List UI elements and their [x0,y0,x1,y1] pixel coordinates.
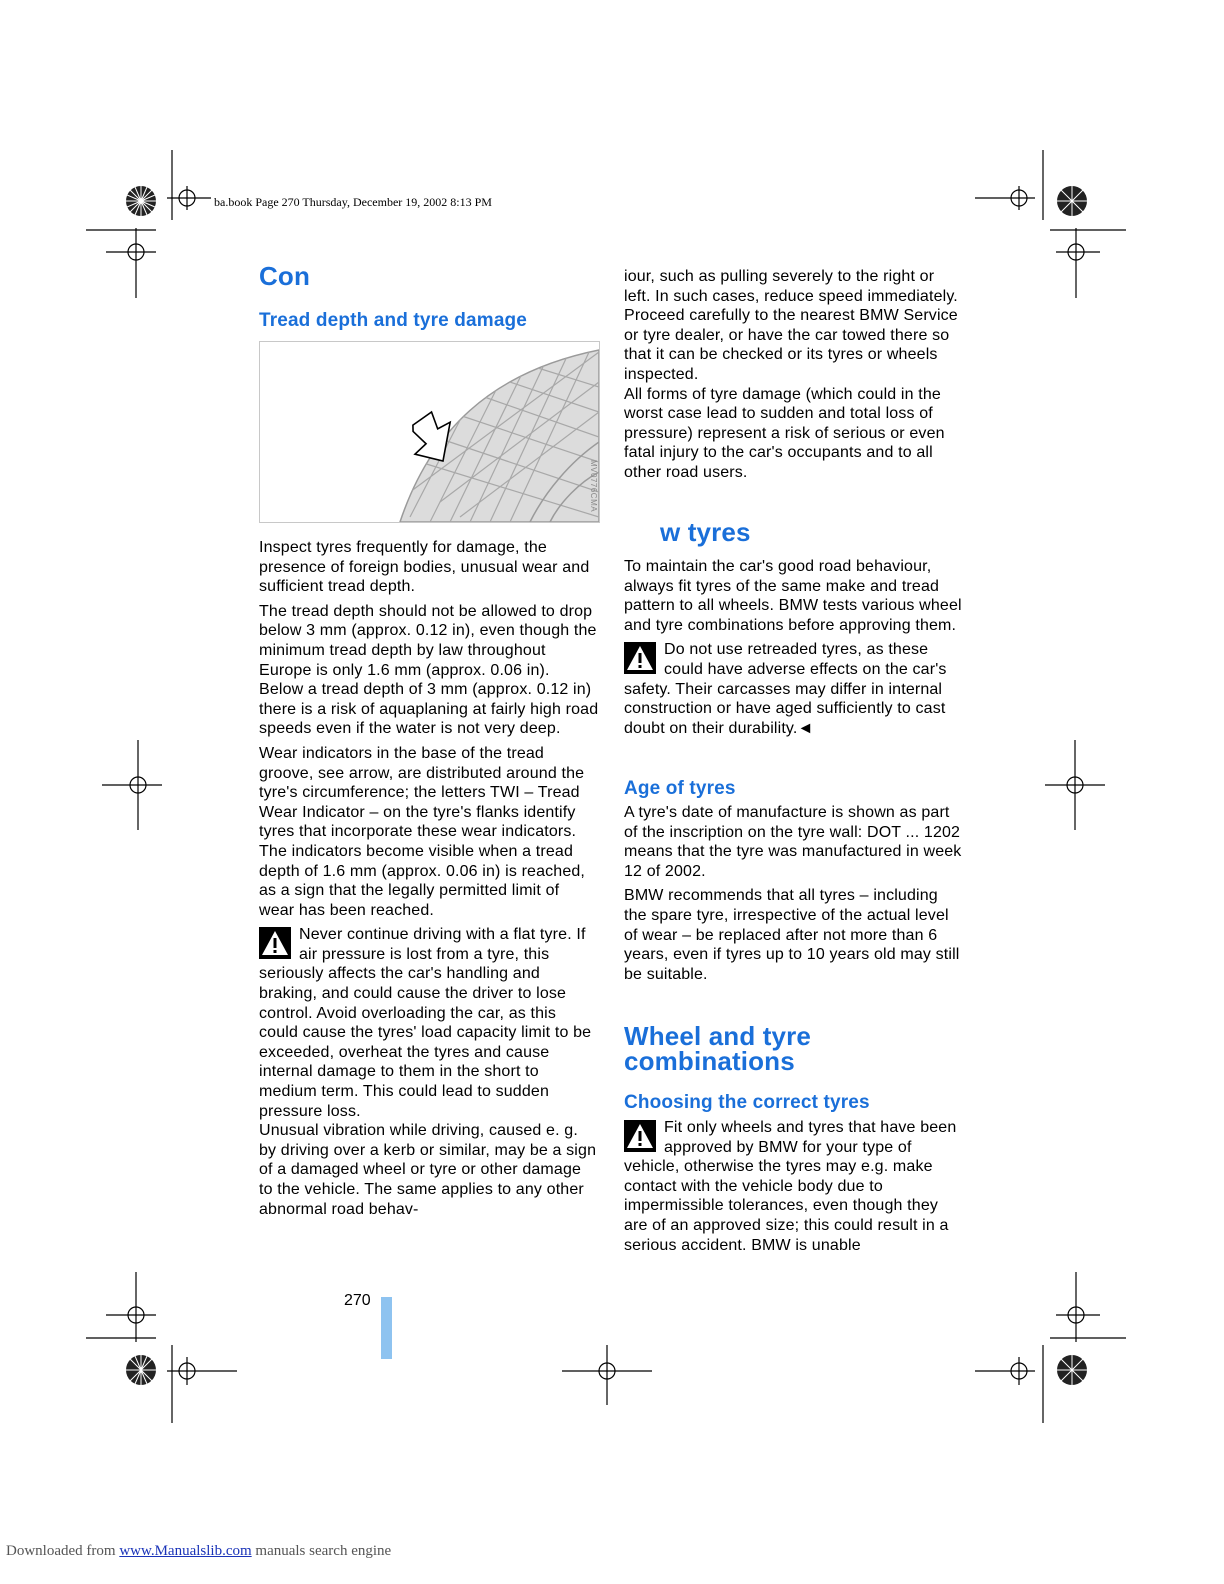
age-heading-wrap [624,778,964,800]
warning-icon [624,642,656,674]
registration-mark-bottom-left [124,1353,158,1387]
thumb-index-tab [381,1297,392,1359]
crosshair-mark [1050,1272,1126,1342]
print-header-stamp: ba.book Page 270 Thursday, December 19, 2002 8:13 PM [214,195,492,209]
footer-prefix: Downloaded from [6,1543,120,1559]
paragraph: The tread depth should not be allowed to drop below 3 mm (approx. 0.12 in), even though the minimum tread depth by law throughout Europe is only 1.6 mm (approx. 0.06 in). [259,602,597,679]
paragraph: To maintain the car's good road behaviour, always fit tyres of the same make and tread pattern to all wheels. BMW tests various wheel and tyre combinations before approving them. [624,558,962,634]
section-title: Con [259,261,310,291]
paragraph: iour, such as pulling severely to the right or left. In such cases, reduce speed immediately. Proceed carefully to the nearest BMW Service or tyre dealer, or have the car towed there so that it can be checked or its tyres or wheels inspected. [624,268,958,383]
manualslib-link[interactable]: www.Manualslib.com [119,1543,252,1559]
crosshair-mark [1045,740,1105,830]
wheel-heading-wrap [624,1021,954,1076]
warning-icon [259,927,291,959]
download-footer [6,1543,391,1560]
warning-icon [624,1120,656,1152]
right-body-age [624,803,964,984]
tyre-tread-figure [259,341,600,523]
warning-block [624,640,964,738]
crosshair-mark [562,1345,652,1405]
crosshair-mark [975,150,1045,220]
section-wheel-tyre-combinations: Wheel and tyre combinations [624,1021,812,1076]
right-body-top [624,267,964,483]
subheading-tread-depth: Tread depth and tyre damage [259,310,528,331]
paragraph: Inspect tyres frequently for damage, the presence of foreign bodies, unusual wear and sufficient tread depth. [259,539,590,596]
warning-text: Do not use retreaded tyres, as these could have adverse effects on the car's safety. Their carcasses may differ in internal construction or have aged sufficiently to cast doubt on their durability.◄ [624,641,947,737]
paragraph: A tyre's date of manufacture is shown as part of the inscription on the tyre wall: DOT ... 1202 means that the tyre was manufactured in week 12 of 2002. [624,804,962,880]
right-body-bottom [624,1118,964,1255]
warning-block [259,925,599,1121]
warning-text: Fit only wheels and tyres that have been approved by BMW for your type of vehicle, otherwise the tyres may e.g. make contact with the vehicle body due to impermissible tolerances, even though they are of an approved size; this could result in a serious accident. BMW is unable [624,1119,957,1254]
crosshair-mark [167,150,211,220]
crosshair-mark [86,228,156,298]
crosshair-mark [86,1272,156,1342]
paragraph: Unusual vibration while driving, caused e. g. by driving over a kerb or similar, may be a sign of a damaged wheel or tyre or other damage to the vehicle. The same applies to any other abnormal road behav- [259,1122,597,1218]
registration-mark-top-right [1055,184,1089,218]
registration-mark-top-left [124,184,158,218]
crosshair-mark [167,1345,237,1423]
paragraph: BMW recommends that all tyres – including the spare tyre, irrespective of the actual level of wear – be replaced after not more than 6 years, even if tyres up to 10 years old may still be suitable. [624,887,960,983]
subheading-age-of-tyres: Age of tyres [624,778,736,799]
warning-text: Never continue driving with a flat tyre. If air pressure is lost from a tyre, this seriously affects the car's handling and braking, and could cause the driver to lose control. Avoid overloading the car, as this could cause the tyres' load capacity limit to be exceeded, overheat the tyres and cause internal damage to them in the short to medium term. This could lead to sudden pressure loss. [259,926,592,1120]
subheading-choosing-correct-tyres: Choosing the correct tyres [624,1092,870,1113]
section-new-tyres: w tyres [660,517,751,547]
choosing-heading-wrap [624,1092,964,1114]
figure-code: MV0776CMA [589,460,598,513]
page-number: 270 [344,1292,371,1309]
footer-suffix: manuals search engine [251,1543,392,1559]
left-subheading-wrap [259,310,599,332]
paragraph: All forms of tyre damage (which could in the worst case lead to sudden and total loss of pressure) represent a risk of serious or even fatal injury to the car's occupants and to all other road users. [624,385,945,481]
new-tyres-heading-wrap [660,517,1000,547]
crosshair-mark [1050,228,1126,298]
paragraph: Below a tread depth of 3 mm (approx. 0.12 in) there is a risk of aquaplaning at fairly high road speeds even if the water is not very deep. [259,681,599,738]
left-body [259,538,599,1219]
crosshair-mark [102,740,162,830]
warning-block [624,1118,964,1255]
paragraph: Wear indicators in the base of the tread groove, see arrow, are distributed around the tyre's circumference; the letters TWI – Tread Wear Indicator – on the tyre's flanks identify tyres that incorporate these wear indicators. The indicators become visible when a tread depth of 1.6 mm (approx. 0.06 in) is reached, as a sign that the legally permitted limit of wear has been reached. [259,744,586,919]
crosshair-mark [975,1345,1045,1423]
registration-mark-bottom-right [1055,1353,1089,1387]
right-body-mid [624,557,964,738]
left-column [259,261,599,291]
